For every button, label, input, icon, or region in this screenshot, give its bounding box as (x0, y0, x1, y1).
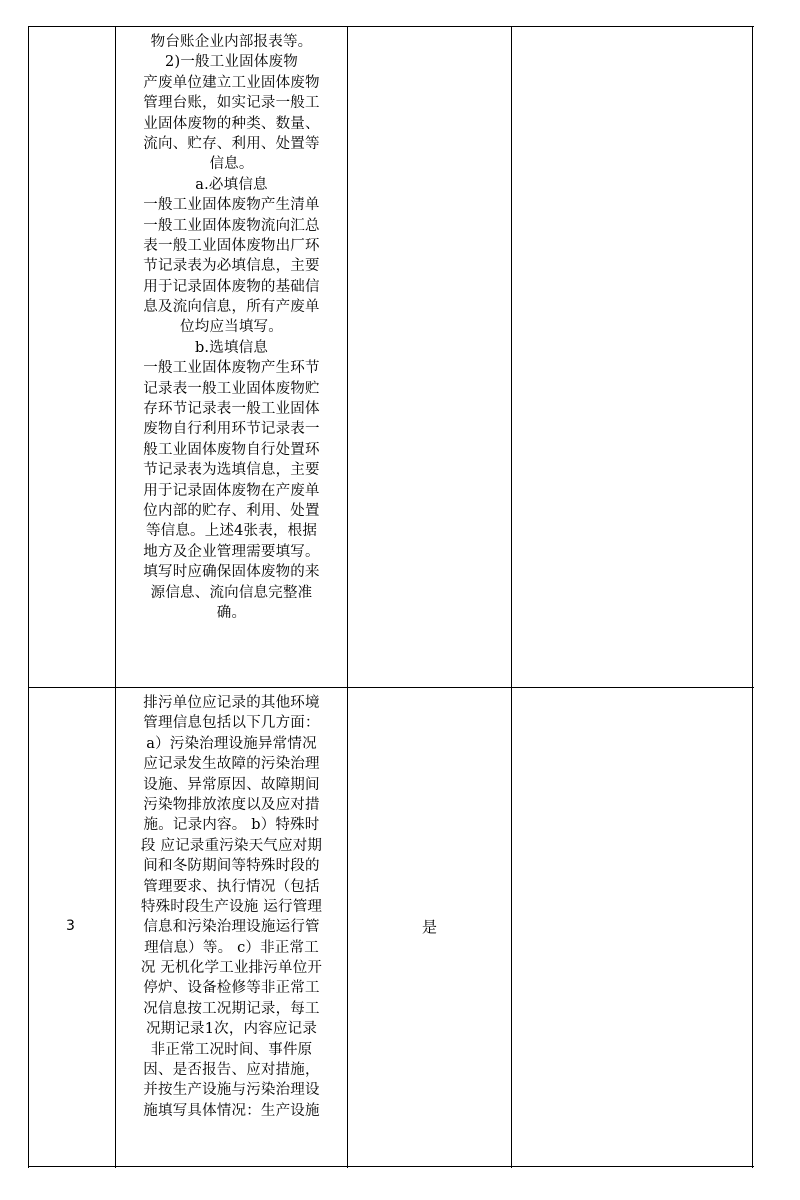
row2-content-line: 信息和污染治理设施运行管 (143, 919, 320, 936)
row2-content-line: 间和冬防期间等特殊时段的 (143, 858, 320, 875)
row2-content-line: 因、是否报告、应对措施， (143, 1062, 320, 1079)
row2-result: 是 (422, 918, 438, 936)
row1-content-line: 确。 (216, 604, 247, 621)
row2-content-line: 设施、异常原因、故障期间 (143, 776, 320, 793)
row2-content-line: 施填写具体情况：生产设施 (143, 1102, 320, 1119)
row1-content-line: 一般工业固体废物流向汇总 (143, 217, 320, 234)
row1-content-line: 用于记录固体废物的基础信 (143, 278, 320, 295)
row2-content-line: 管理信息包括以下几方面： (143, 715, 320, 732)
row1-content-line: 管理台账，如实记录一般工 (143, 95, 320, 112)
row1-remark-cell (512, 26, 752, 687)
row1-content-line: 记录表一般工业固体废物贮 (143, 380, 320, 397)
row2-content-line: 非正常工况时间、事件原 (150, 1041, 313, 1058)
row1-content-line: a.必填信息 (195, 176, 268, 193)
row1-result-cell (348, 26, 511, 687)
row1-content-line: 节记录表为必填信息，主要 (143, 258, 320, 275)
row2-content (120, 693, 343, 1121)
row1-content-line: 用于记录固体废物在产废单 (143, 482, 320, 499)
row1-content-line: 等信息。上述4张表，根据 (145, 523, 318, 540)
row2-content-line: 况 无机化学工业排污单位开 (140, 960, 323, 977)
row2-content-line: 污染物排放浓度以及应对措 (143, 796, 320, 813)
row2-content-line: 段 应记录重污染天气应对期 (140, 837, 323, 854)
row2-number-cell (28, 688, 115, 1166)
row2-content-line: a）污染治理设施异常情况 (146, 735, 317, 752)
row1-content (120, 32, 343, 623)
row2-content-line: 排污单位应记录的其他环境 (143, 695, 320, 711)
row1-number-cell (28, 26, 115, 687)
row1-content-line: 息及流向信息，所有产废单 (143, 299, 320, 316)
row2-content-line: 停炉、设备检修等非正常工 (143, 980, 320, 997)
row1-content-line: 信息。 (209, 156, 254, 173)
row1-content-line: 源信息、流向信息完整准 (150, 584, 313, 601)
row1-content-line: 2)一般工业固体废物 (165, 54, 298, 71)
row1-content-line: 一般工业固体废物产生清单 (143, 197, 320, 214)
row1-content-line: 节记录表为选填信息，主要 (143, 462, 320, 479)
row1-content-line: 产废单位建立工业固体废物 (143, 74, 320, 91)
row1-content-line: b.选填信息 (194, 339, 269, 356)
row2-content-line: 施。记录内容。 b）特殊时 (143, 817, 320, 834)
table-border-right (752, 26, 753, 1168)
row1-content-line: 位内部的贮存、利用、处置 (143, 502, 320, 519)
row1-content-line: 位均应当填写。 (180, 319, 283, 336)
row1-content-line: 物台账企业内部报表等。 (150, 34, 313, 50)
row1-content-line: 填写时应确保固体废物的来 (143, 564, 320, 581)
row1-content-line: 一般工业固体废物产生环节 (143, 360, 320, 377)
requirements-table (28, 26, 754, 1168)
row2-content-line: 并按生产设施与污染治理设 (143, 1082, 320, 1099)
row2-content-line: 应记录发生故障的污染治理 (143, 756, 320, 773)
row1-content-line: 般工业固体废物自行处置环 (143, 441, 320, 458)
row1-content-cell (116, 29, 347, 686)
row2-result-cell (348, 688, 511, 1166)
row2-content-line: 况信息按工况期记录，每工 (143, 1000, 320, 1017)
row2-remark-cell (512, 688, 752, 1166)
row2-content-line: 况期记录1次，内容应记录 (145, 1021, 318, 1038)
row1-content-line: 流向、贮存、利用、处置等 (143, 135, 320, 152)
row2-content-line: 管理要求、执行情况（包括 (143, 878, 320, 895)
row2-content-line: 特殊时段生产设施 运行管理 (140, 898, 323, 915)
row1-content-line: 存环节记录表一般工业固体 (143, 401, 320, 418)
row1-content-line: 业固体废物的种类、数量、 (143, 115, 320, 132)
row2-content-cell (116, 691, 347, 1165)
table-border-bottom (28, 1166, 754, 1167)
row2-number: 3 (66, 918, 75, 934)
row1-content-line: 废物自行利用环节记录表一 (143, 421, 320, 438)
row2-content-line: 理信息）等。 c）非正常工 (144, 939, 319, 956)
row1-content-line: 表一般工业固体废物出厂环 (143, 237, 320, 254)
row1-content-line: 地方及企业管理需要填写。 (143, 543, 320, 560)
